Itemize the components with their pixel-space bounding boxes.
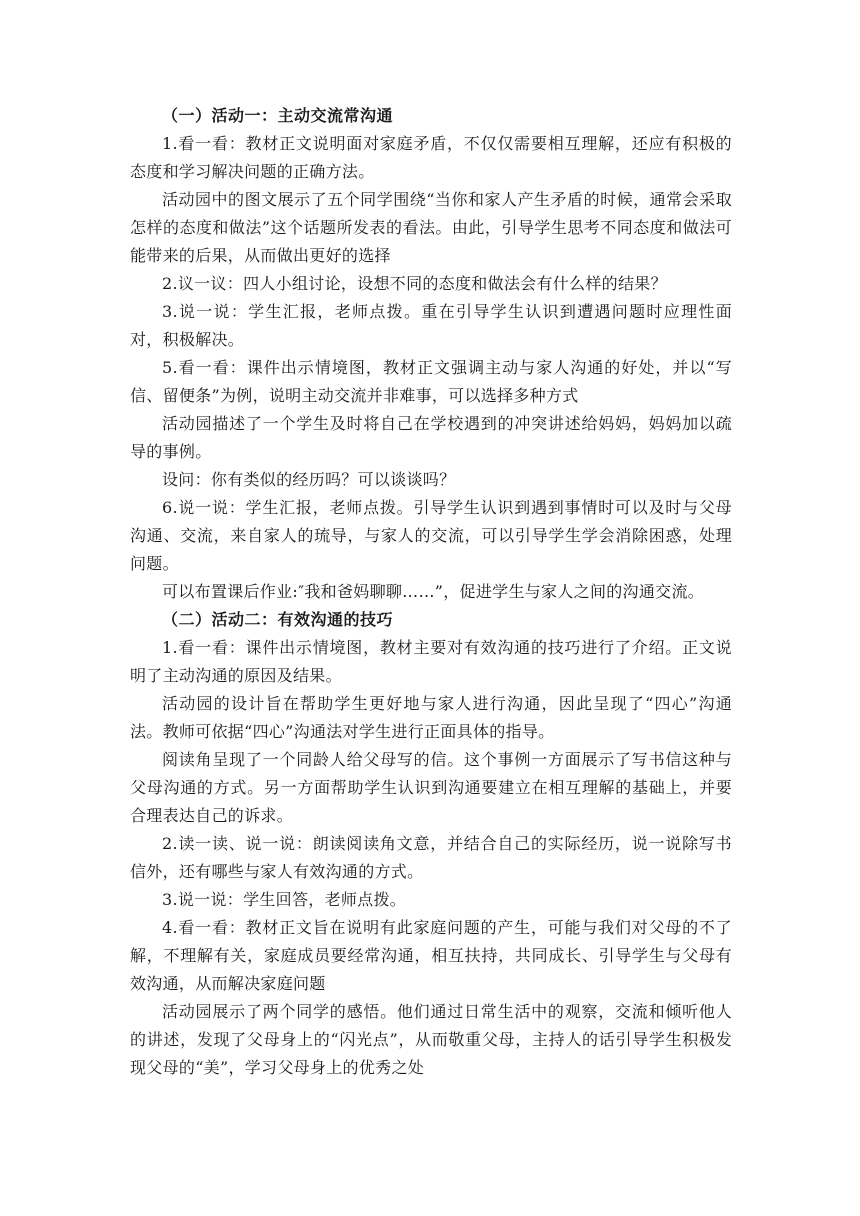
paragraph: 3.说一说：学生回答，老师点拨。 [162, 890, 407, 909]
paragraph: 活动园展示了两个同学的感悟。他们通过日常生活中的观察，交流和倾听他人的讲述，发现了父母身上的“闪光点”，从而敬重父母，主持人的话引导学生积极发现父母的“美”，学习父母身上的优秀之处 [130, 1002, 732, 1077]
paragraph: 1.看一看：教材正文说明面对家庭矛盾，不仅仅需要相互理解，还应有积极的态度和学习解决问题的正确方法。 [130, 134, 732, 181]
section-heading: （二）活动二：有效沟通的技巧 [162, 610, 394, 629]
paragraph: 设问：你有类似的经历吗？可以谈谈吗？ [162, 470, 456, 489]
paragraph: 可以布置课后作业:″我和爸妈聊聊……”，促进学生与家人之间的沟通交流。 [162, 582, 705, 601]
paragraph: 活动园的设计旨在帮助学生更好地与家人进行沟通，因此呈现了“四心”沟通法。教师可依据“四心”沟通法对学生进行正面具体的指导。 [130, 694, 732, 741]
paragraph: 阅读角呈现了一个同龄人给父母写的信。这个事例一方面展示了写书信这种与父母沟通的方式。另一方面帮助学生认识到沟通要建立在相互理解的基础上，并要合理表达自己的诉求。 [130, 750, 732, 825]
paragraph: 6.说一说：学生汇报，老师点拨。引导学生认识到遇到事情时可以及时与父母沟通、交流，来自家人的琉导，与家人的交流，可以引导学生学会消除困惑，处理问题。 [130, 498, 732, 573]
paragraph: 1.看一看：课件出示情境图，教材主要对有效沟通的技巧进行了介绍。正文说明了主动沟通的原因及结果。 [130, 638, 732, 685]
paragraph: 2.读一读、说一说：朗读阅读角文意，并结合自己的实际经历，说一说除写书信外，还有哪些与家人有效沟通的方式。 [130, 834, 732, 881]
paragraph: 活动园中的图文展示了五个同学围绕“当你和家人产生矛盾的时候，通常会采取怎样的态度和做法”这个话题所发表的看法。由此，引导学生思考不同态度和做法可能带来的后果，从而做出更好的选择 [130, 190, 732, 265]
paragraph: 4.看一看：教材正文旨在说明有此家庭问题的产生，可能与我们对父母的不了解，不理解有关，家庭成员要经常沟通，相互扶持，共同成长、引导学生与父母有效沟通，从而解决家庭问题 [130, 918, 732, 993]
document-page [130, 102, 732, 1082]
section-heading: （一）活动一：主动交流常沟通 [162, 106, 394, 125]
paragraph: 活动园描述了一个学生及时将自己在学校遇到的冲突讲述给妈妈，妈妈加以疏导的事例。 [130, 414, 732, 461]
paragraph: 2.议一议：四人小组讨论，设想不同的态度和做法会有什么样的结果？ [162, 274, 667, 293]
paragraph: 3.说一说：学生汇报，老师点拨。重在引导学生认识到遭遇问题时应理性面对，积极解决。 [130, 302, 732, 349]
paragraph: 5.看一看：课件出示情境图，教材正文强调主动与家人沟通的好处，并以“写信、留便条”为例，说明主动交流并非难事，可以选择多种方式 [130, 358, 732, 405]
